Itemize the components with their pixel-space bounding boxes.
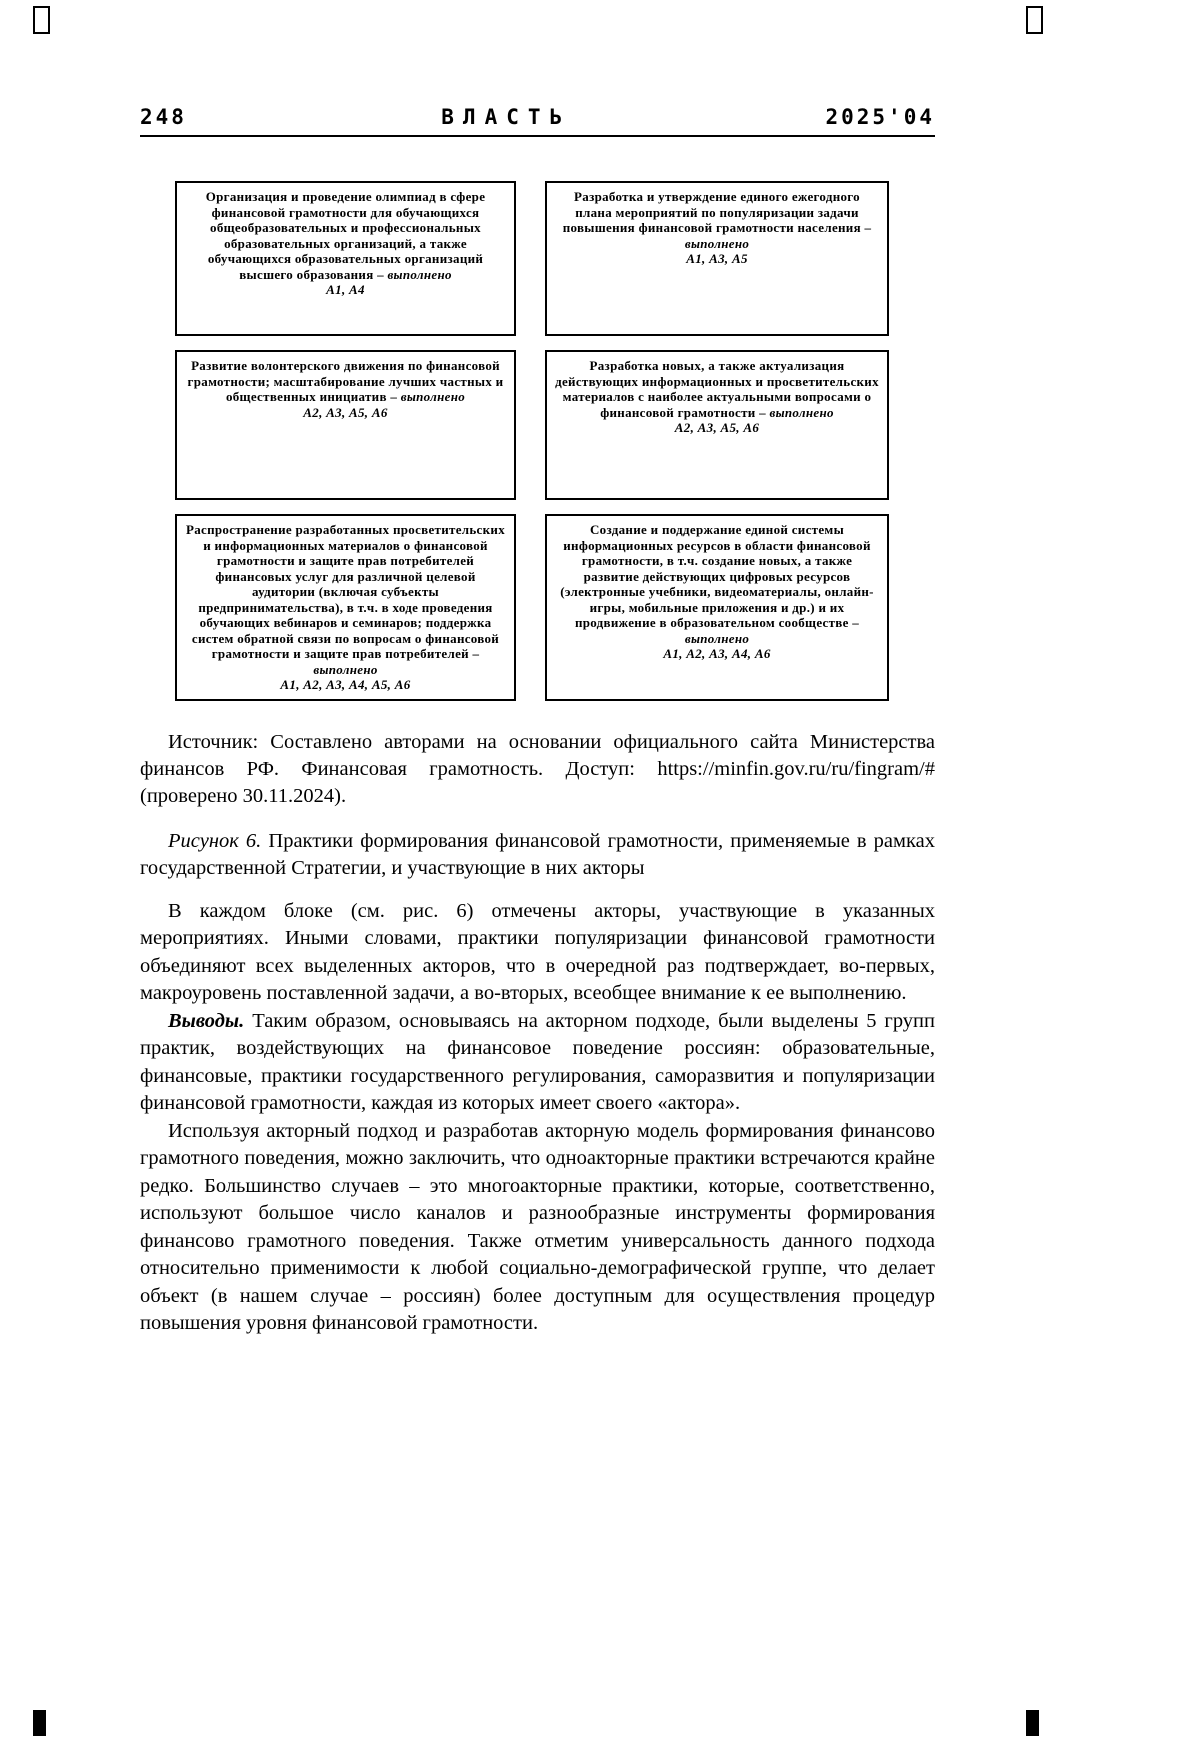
- figure-caption-text: Практики формирования финансовой грамотности, применяемые в рамках государственной Стратегии, и участвующие в них акторы: [140, 829, 936, 879]
- figure-6-diagram: [175, 181, 889, 701]
- figure-box-annual-plan: [545, 181, 889, 336]
- crop-mark-top-right: [1026, 6, 1043, 34]
- figure-box-actors: А1, А2, А3, А4, А6: [663, 646, 771, 661]
- crop-mark-top-left: [33, 6, 50, 34]
- journal-title: ВЛАСТЬ: [441, 105, 572, 129]
- figure-box-information-resources: [545, 514, 889, 701]
- figure-box-text: Организация и проведение олимпиад в сфере финансовой грамотности для обучающихся общеобразовательных и профессиональных образовательных организаций, а также обучающихся образовательных организаций высшего образования –: [205, 189, 486, 282]
- page-number: 248: [140, 105, 187, 129]
- figure-box-status: выполнено: [769, 404, 834, 420]
- figure-box-status: выполнено: [684, 235, 750, 251]
- figure-box-status: выполнено: [313, 661, 378, 677]
- figure-box-text: Создание и поддержание единой системы информационных ресурсов в области финансовой грамотности, в т.ч. создание новых, а также развитие действующих цифровых ресурсов (электронные учебники, видеоматериалы, онлайн-игры, мобильные приложения и др.) и их продвижение в образовательном сообществе –: [560, 522, 874, 630]
- figure-box-actors: А2, А3, А5, А6: [303, 404, 388, 420]
- issue-label: 2025'04: [825, 105, 935, 129]
- figure-box-status: выполнено: [684, 630, 750, 646]
- figure-box-text: Разработка новых, а также актуализация действующих информационных и просветительских материалов с наиболее актуальными вопросами о финансовой грамотности –: [555, 358, 879, 420]
- figure-box-text: Развитие волонтерского движения по финансовой грамотности; масштабирование лучших частных и общественных инициатив –: [187, 358, 504, 404]
- paragraph-lead: Выводы.: [168, 1009, 245, 1032]
- figure-box-distribution-materials: [175, 514, 516, 701]
- paragraph-text: Используя акторный подход и разработав акторную модель формирования финансово грамотного поведения, можно заключить, что одноакторные практики встречаются крайне редко. Большинство случаев – это многоакторные практики, которые, соответственно, используют большое число каналов и разнообразные инструменты формирования финансово грамотного поведения. Также отметим универсальность данного подхода относительно применимости к любой социально-демографической группе, что делает объект (в нашем случае – россиян) более доступным для осуществления процедур повышения уровня финансовой грамотности.: [140, 1119, 935, 1334]
- figure-box-text: Разработка и утверждение единого ежегодного плана мероприятий по популяризации задачи повышения финансовой грамотности населения –: [562, 189, 872, 235]
- body-paragraph: [140, 898, 935, 1008]
- figure-box-actors: А1, А4: [326, 282, 365, 297]
- article-body: [140, 898, 935, 1338]
- figure-box-volunteer-movement: [175, 350, 516, 500]
- figure-box-new-materials: [545, 350, 889, 500]
- figure-box-status: выполнено: [400, 389, 466, 404]
- figure-box-actors: А1, А2, А3, А4, А5, А6: [280, 677, 411, 692]
- body-paragraph: [140, 1118, 935, 1338]
- figure-source: Источник: Составлено авторами на основании официального сайта Министерства финансов РФ. Финансовая грамотность. Доступ: https://minfin.gov.ru/ru/fingram/# (проверено 30.11.2024).: [140, 730, 935, 807]
- page-header: [140, 104, 935, 130]
- figure-box-actors: А2, А3, А5, А6: [674, 420, 760, 435]
- figure-box-status: выполнено: [387, 266, 452, 282]
- paragraph-text: В каждом блоке (см. рис. 6) отмечены акторы, участвующие в указанных мероприятиях. Иными словами, практики популяризации финансовой грамотности объединяют всех выделенных акторов, что в очередной раз подтверждает, во-первых, макроуровень поставленной задачи, а во-вторых, всеобщее внимание к ее выполнению.: [140, 899, 935, 1004]
- paragraph-text: Таким образом, основываясь на акторном подходе, были выделены 5 групп практик, воздействующих на финансовое поведение россиян: образовательные, финансовые, практики государственного регулирования, саморазвития и популяризации финансовой грамотности, каждая из которых имеет своего «актора».: [140, 1009, 935, 1114]
- body-paragraph-conclusions: [140, 1008, 935, 1118]
- page-content: [140, 104, 935, 1338]
- figure-box-olympiads: [175, 181, 516, 336]
- figure-caption: [140, 828, 935, 882]
- figure-box-actors: А1, А3, А5: [686, 251, 748, 266]
- crop-mark-bottom-right: [1026, 1710, 1039, 1736]
- crop-mark-bottom-left: [33, 1710, 46, 1736]
- header-rule: [140, 135, 935, 137]
- figure-caption-label: Рисунок 6.: [168, 829, 262, 852]
- figure-box-text: Распространение разработанных просветительских и информационных материалов о финансовой грамотности и защите прав потребителей финансовых услуг для различной целевой аудитории (включая субъекты предпринимательства), в т.ч. в ходе проведения обучающих вебинаров и семинаров; поддержка систем обратной связи по вопросам о финансовой грамотности и защите прав потребителей –: [185, 522, 506, 661]
